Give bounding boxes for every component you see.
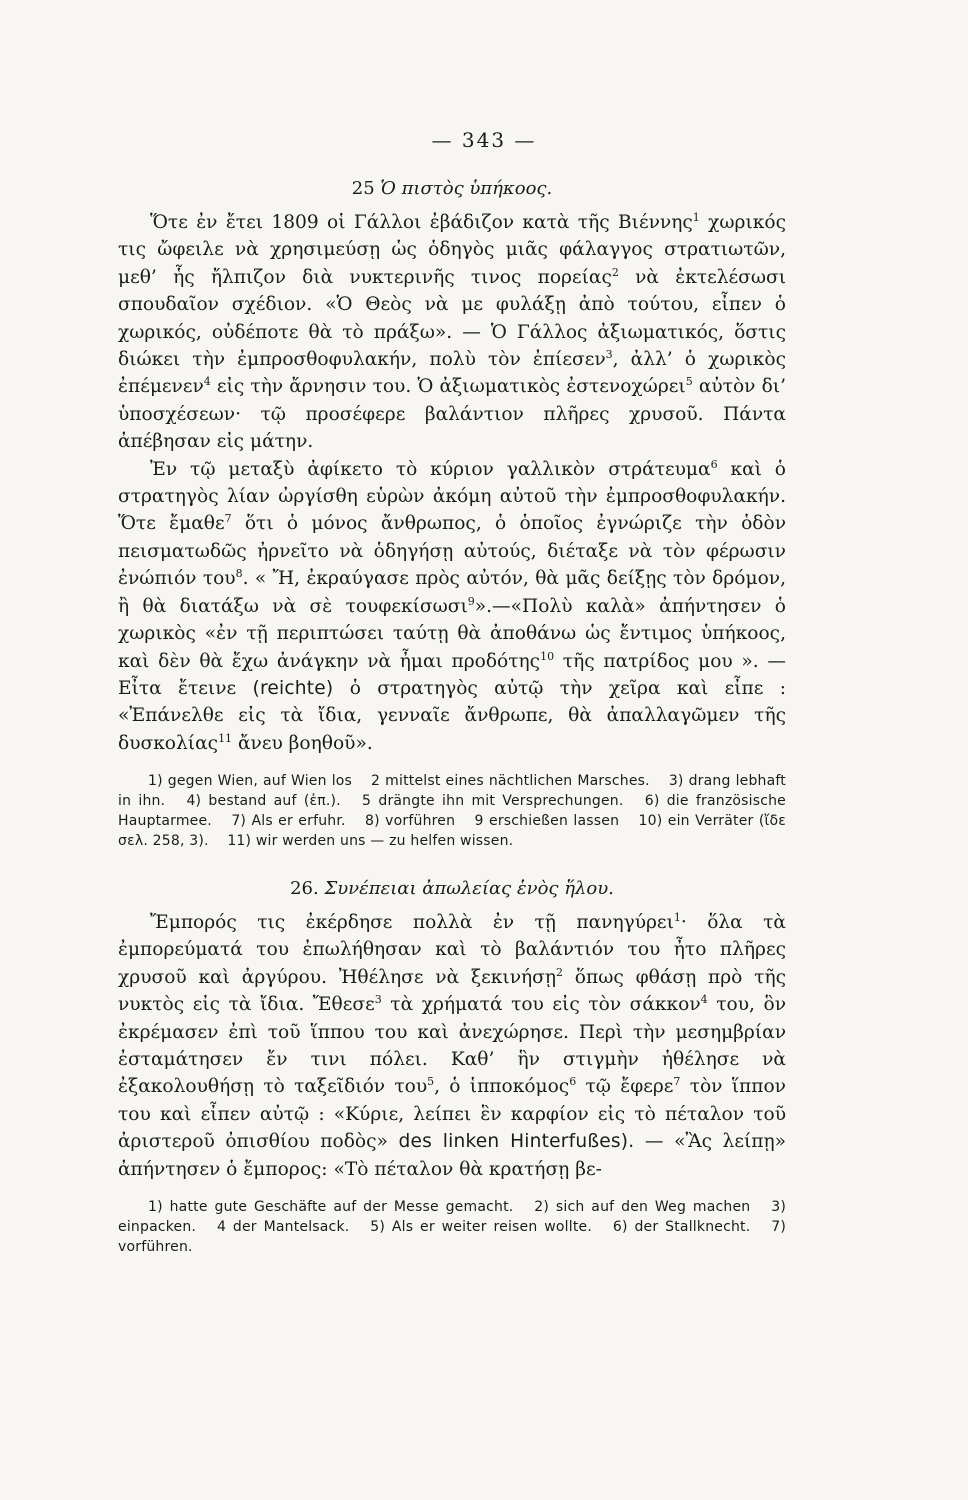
footnote-ref: 5: [685, 375, 693, 389]
footnote: 4) bestand auf (ἐπ.).: [186, 793, 341, 810]
text-run: ἄνευ βοηθοῦ».: [232, 732, 373, 754]
section-title-text: Ὁ πιστὸς ὑπήκοος.: [380, 178, 553, 199]
text-run: Ἔμπορός τις ἐκέρδησε πολλὰ ἐν τῇ πανηγύρει: [150, 912, 674, 933]
section-title: [118, 878, 786, 899]
footnote-ref: 10: [540, 649, 555, 663]
german-gloss: (reichte): [252, 677, 334, 699]
text-run: ὅτι ὁ μόνος ἄνθρωπος, ὁ ὁποῖος ἐγνώριζε τὴν ὁδὸν πεισματωδῶς ἠρνεῖτο νὰ ὁδηγήσῃ αὐτούς, διέταξε νὰ τὸν φέρωσιν ἐνώπιόν του: [118, 513, 786, 590]
footnote: 4 der Mantelsack.: [216, 1219, 350, 1236]
footnote-ref: 4: [203, 375, 211, 389]
text-run: του, ὃν ἐκρέμασεν ἐπὶ τοῦ ἵππου του καὶ ἀνεχώρησε. Περὶ τὴν μεσημβρίαν ἐσταμάτησεν ἔν τινι πόλει. Καθ’ ἣν στιγμὴν ἠθέλησε νὰ ἐξακολουθήσῃ τὸ ταξεῖδιόν του: [118, 994, 786, 1098]
text-run: τῆς πατρίδος μου ». — Εἶτα ἔτεινε: [118, 650, 786, 699]
section-number: 25: [351, 178, 375, 199]
footnote: 2 mittelst eines nächtlichen Marsches.: [371, 773, 650, 790]
page-number: — 343 —: [431, 128, 537, 152]
text-run: . « Ἤ, ἐκραύγασε πρὸς αὐτόν, θὰ μᾶς δείξῃς τὸν δρόμον, ἢ θὰ διατάξω νὰ σὲ τουφεκίσωσι: [118, 568, 786, 617]
footnote-ref: 4: [700, 993, 708, 1007]
paragraph-1: [118, 209, 786, 456]
footnote-ref: 2: [611, 265, 619, 279]
paragraph-1: [118, 909, 786, 1183]
text-run: τὰ χρήματά του εἰς τὸν σάκκον: [381, 994, 701, 1016]
footnote-ref: 2: [556, 965, 563, 979]
footnote-ref: 11: [218, 731, 233, 745]
text-run: νὰ ἐκτελέσωσι σπουδαῖον σχέδιον. «Ὁ Θεὸς νὰ με φυλάξῃ ἀπὸ τούτου, εἶπεν ὁ χωρικός, οὐδέποτε θὰ τὸ πράξω». — Ὁ Γάλλος ἀξιωματικός, ὅστις διώκει τὴν ἐμπροσθοφυλακήν, πολὺ τὸν ἐπίεσεν: [118, 266, 787, 371]
section-title-text: Συνέπειαι ἀπωλείας ἑνὸς ἥλου.: [324, 878, 614, 899]
text-run: , ὁ ἱπποκόμος: [434, 1076, 570, 1098]
text-run: ὁ στρατηγὸς αὐτῷ τὴν χεῖρα καὶ εἶπε : «Ἐπάνελθε εἰς τὰ ἴδια, γενναῖε ἄνθρωπε, θὰ ἀπαλλαγῶμεν τῆς δυσκολίας: [118, 677, 786, 754]
text-run: Ἐν τῷ μεταξὺ ἀφίκετο τὸ κύριον γαλλικὸν στράτευμα: [150, 458, 711, 480]
text-run: αὐτὸν δι’ ὑποσχέσεων· τῷ προσέφερε βαλάντιον πλῆρες χρυσοῦ. Πάντα ἀπέβησαν εἰς μάτην.: [118, 376, 786, 453]
text-run: τὸν ἵππον του καὶ εἶπεν αὐτῷ : «Κύριε, λείπει ἓν καρφίον εἰς τὸ πέταλον τοῦ ἀριστεροῦ ὀπισθίου ποδὸς»: [118, 1076, 786, 1153]
section-title: [118, 178, 786, 199]
footnote: 10) ein Verräter (ἴδε σελ. 258, 3).: [118, 813, 786, 850]
footnote-ref: 3: [374, 993, 382, 1007]
footnote: 6) der Stallknecht.: [612, 1219, 751, 1236]
section-26: [118, 878, 786, 1257]
footnote-ref: 6: [569, 1075, 577, 1089]
footnotes: [118, 771, 786, 851]
footnote: 7) Als er erfuhr.: [231, 813, 346, 830]
footnote: 3) einpacken.: [118, 1199, 786, 1236]
footnote: 8) vorführen: [365, 813, 456, 830]
text-run: — «Ἂς λείπῃ» ἀπήντησεν ὁ ἔμπορος: «Τὸ πέταλον θὰ κρατήσῃ βε-: [118, 1131, 787, 1180]
footnote-ref: 9: [467, 594, 475, 608]
footnote: 3) drang lebhaft in ihn.: [118, 773, 786, 810]
footnote: 1) hatte gute Geschäfte auf der Messe gemacht.: [148, 1199, 514, 1216]
footnote: 5 drängte ihn mit Versprechungen.: [362, 793, 624, 810]
footnote: 11) wir werden uns — zu helfen wissen.: [227, 833, 514, 850]
german-gloss: des linken Hinterfußes).: [398, 1131, 635, 1153]
footnote: 5) Als er weiter reisen wollte.: [370, 1219, 593, 1236]
footnote-ref: 5: [427, 1075, 435, 1089]
text-run: , ἀλλ’ ὁ χωρικὸς ἐπέμενεν: [118, 349, 786, 398]
text-run: καὶ ὁ στρατηγὸς λίαν ὠργίσθη εὑρὼν ἀκόμη αὐτοῦ τὴν ἐμπροσθοφυλακήν. Ὅτε ἔμαθε: [118, 458, 786, 535]
text-run: Ὅτε ἐν ἔτει 1809 οἱ Γάλλοι ἐβάδιζον κατὰ τῆς Βιέννης: [150, 212, 693, 233]
text-run: ὅπως φθάσῃ πρὸ τῆς νυκτὸς εἰς τὰ ἴδια. Ἔθεσε: [118, 966, 787, 1016]
text-run: ».—«Πολὺ καλὰ» ἀπήντησεν ὁ χωρικὸς «ἐν τῇ περιπτώσει ταύτῃ θὰ ἀποθάνω ὡς ἔντιμος ὑπήκοος, καὶ δὲν θὰ ἔχω ἀνάγκην νὰ ἦμαι προδότης: [118, 595, 786, 672]
footnote-ref: 3: [605, 347, 613, 361]
footnote-ref: 1: [673, 910, 681, 924]
footnote: 2) sich auf den Weg machen: [534, 1199, 751, 1216]
footnote-ref: 7: [673, 1075, 681, 1089]
text-run: · ὅλα τὰ ἐμπορεύματά του ἐπωλήθησαν καὶ τὸ βαλάντιόν του ἦτο πλῆρες χρυσοῦ καὶ ἀργύρου. Ἠθέλησε νὰ ξεκινήσῃ: [118, 912, 786, 988]
section-25: [118, 178, 786, 851]
text-run: χωρικός τις ὤφειλε νὰ χρησιμεύσῃ ὡς ὁδηγὸς μιᾶς φάλαγγος στρατιωτῶν, μεθ’ ἧς ἤλπιζον διὰ νυκτερινῆς τινος πορείας: [118, 212, 786, 288]
text-run: τῷ ἔφερε: [576, 1076, 674, 1098]
footnote-ref: 6: [710, 457, 718, 471]
footnote-ref: 8: [235, 567, 243, 581]
footnote: 7) vorführen.: [118, 1219, 787, 1256]
footnotes: [118, 1197, 786, 1257]
footnote: 6) die französische Hauptarmee.: [118, 793, 786, 830]
footnote: 9 erschießen lassen: [474, 813, 620, 830]
footnote: 1) gegen Wien, auf Wien los: [148, 773, 353, 790]
text-run: εἰς τὴν ἄρνησιν του. Ὁ ἀξιωματικὸς ἐστενοχώρει: [210, 376, 686, 398]
footnote-ref: 7: [224, 512, 232, 526]
paragraph-2: [118, 456, 786, 757]
footnote-ref: 1: [692, 210, 700, 224]
section-number: 26.: [290, 878, 319, 899]
